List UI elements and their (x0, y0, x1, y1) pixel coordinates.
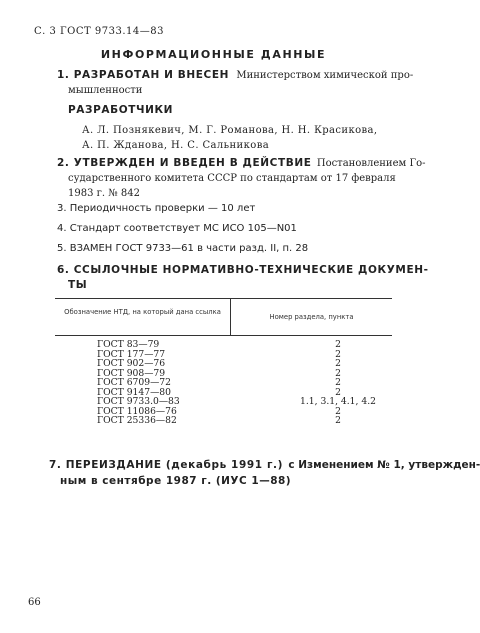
table-row: ГОСТ 177—77 (97, 348, 166, 360)
table-cell: 2 (335, 386, 341, 398)
section-6-line-2: ТЫ (68, 279, 88, 291)
table-row: ГОСТ 11086—76 (97, 405, 177, 417)
section-1-text: Министерством химической про- (236, 70, 414, 81)
table-cell: 2 (335, 358, 341, 369)
section-7-heading: 7. ПЕРЕИЗДАНИЕ (декабрь 1991 г.) (49, 459, 284, 471)
section-4: 4. Стандарт соответствует МС ИСО 105—N01 (57, 223, 297, 234)
section-7-line-2: ным в сентябре 1987 г. (ИУС 1—88) (60, 475, 292, 487)
table-row: ГОСТ 6709—72 (97, 377, 171, 388)
section-1-line-2: мышленности (68, 85, 143, 96)
table-col1-header: Обозначение НТД, на который дана ссылка (64, 308, 221, 316)
page-number: 66 (28, 597, 41, 608)
table-cell: 2 (335, 367, 341, 379)
section-5: 5. ВЗАМЕН ГОСТ 9733—61 в части разд. II, п. 28 (57, 243, 309, 254)
page-title: ИНФОРМАЦИОННЫЕ ДАННЫЕ (100, 48, 327, 61)
page-header: С. 3 ГОСТ 9733.14—83 (34, 26, 164, 37)
table-cell: 2 (335, 415, 341, 426)
table-row: ГОСТ 9147—80 (97, 386, 171, 398)
section-3: 3. Периодичность проверки — 10 лет (57, 203, 256, 214)
section-1-line-1 (57, 68, 413, 83)
table-ref-column (268, 340, 408, 426)
section-7-text: с Изменением № 1, утвержден- (288, 459, 480, 471)
table-header-rule (55, 335, 392, 336)
table-cell: 1.1, 3.1, 4.1, 4.2 (300, 396, 376, 407)
developers-heading: РАЗРАБОТЧИКИ (68, 104, 174, 116)
table-cell: 2 (335, 339, 341, 350)
table-row: ГОСТ 9733.0—83 (97, 396, 180, 407)
section-6-line-1: 6. ССЫЛОЧНЫЕ НОРМАТИВНО-ТЕХНИЧЕСКИЕ ДОКУМЕН- (57, 264, 429, 276)
table-cell: 2 (335, 377, 341, 388)
section-2-line-2: сударственного комитета СССР по стандартам от 17 февраля (68, 173, 396, 184)
table-row: ГОСТ 902—76 (97, 358, 166, 369)
developers-line-2: А. П. Жданова, Н. С. Сальникова (82, 140, 270, 151)
table-col2-header: Номер раздела, пункта (269, 313, 354, 321)
section-2-line-1 (57, 156, 426, 171)
table-row: ГОСТ 83—79 (97, 339, 160, 350)
table-cell: 2 (335, 405, 341, 417)
section-2-text: Постановлением Го- (316, 158, 426, 169)
section-2-line-3: 1983 г. № 842 (68, 188, 140, 199)
table-top-rule (55, 298, 392, 299)
table-row: ГОСТ 25336—82 (97, 415, 177, 426)
section-2-heading: 2. УТВЕРЖДЕН И ВВЕДЕН В ДЕЙСТВИЕ (57, 157, 312, 169)
section-7-line-1 (49, 458, 480, 473)
table-row: ГОСТ 908—79 (97, 367, 166, 379)
table-cell: 2 (335, 348, 341, 360)
section-1-heading: 1. РАЗРАБОТАН И ВНЕСЕН (57, 69, 229, 81)
developers-line-1: А. Л. Познякевич, М. Г. Романова, Н. Н. Красикова, (82, 125, 378, 136)
table-ntd-column (97, 340, 180, 426)
